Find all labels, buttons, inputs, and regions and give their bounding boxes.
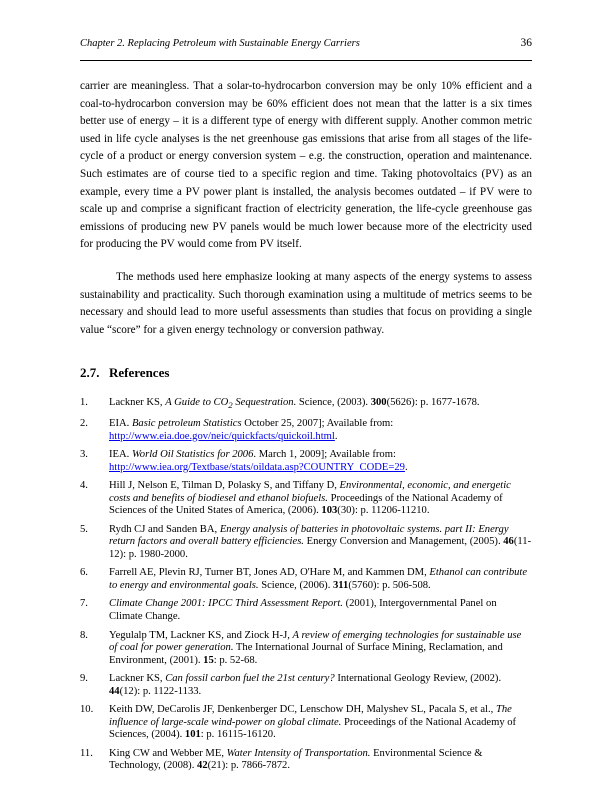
reference-title-part: Sequestration.	[232, 397, 297, 409]
reference-number: 11.	[80, 747, 93, 759]
reference-item	[80, 480, 532, 518]
reference-title: Energy analysis of batteries in photovoltaic systems. part II: Energy return factors and overall battery efficiencies.	[109, 523, 509, 548]
reference-link[interactable]: http://www.eia.doe.gov/neic/quickfacts/quickoil.html	[109, 430, 335, 442]
reference-title-part: A Guide to CO	[165, 397, 229, 409]
reference-title: Environmental, economic, and energetic costs and benefits of biodiesel and ethanol biofuels.	[109, 480, 511, 504]
reference-pages: : p. 52-68.	[213, 654, 258, 666]
reference-title-subscript: 2	[228, 400, 233, 411]
reference-volume: 15	[203, 654, 214, 666]
section-title: References	[109, 365, 170, 381]
reference-number: 3.	[80, 449, 88, 461]
reference-source: Energy Conversion and Management, (2005).	[303, 536, 504, 548]
reference-source: Science, (2003).	[296, 397, 371, 409]
reference-item	[80, 567, 532, 592]
reference-title	[165, 397, 297, 411]
reference-title: The influence of large-scale wind-power on global climate.	[109, 704, 512, 728]
reference-authors: King CW and Webber ME,	[109, 747, 227, 759]
reference-pages: (11-12): p. 1980-2000.	[109, 536, 532, 560]
reference-item	[80, 418, 532, 443]
reference-item	[80, 449, 532, 474]
page-body	[80, 78, 532, 779]
reference-number: 6.	[80, 567, 88, 579]
reference-title: Water Intensity of Transportation.	[226, 747, 371, 759]
reference-number: 4.	[80, 480, 88, 492]
chapter-title: Chapter 2. Replacing Petroleum with Sustainable Energy Carriers	[80, 38, 360, 49]
reference-source: Proceedings of the National Academy of Sciences, (2004).	[109, 716, 517, 741]
reference-item	[80, 704, 532, 742]
page-header	[80, 34, 532, 61]
reference-number: 10.	[80, 704, 94, 716]
reference-source: Proceedings of the National Academy of Sciences of the United States of America, (2006).	[109, 492, 503, 517]
reference-source: Science, (2006).	[258, 579, 333, 591]
reference-number: 9.	[80, 673, 88, 685]
reference-link[interactable]: http://www.iea.org/Textbase/stats/oildata.asp?COUNTRY_CODE=29	[109, 461, 405, 473]
reference-authors: EIA.	[109, 418, 132, 430]
reference-title: A review of emerging technologies for sustainable use of coal for power generation.	[109, 629, 522, 654]
reference-pages: .	[334, 430, 338, 442]
reference-number: 5.	[80, 523, 88, 535]
reference-authors: Lackner KS,	[109, 673, 166, 685]
reference-item	[80, 397, 532, 412]
reference-authors: Keith DW, DeCarolis JF, Denkenberger DC, Lenschow DH, Malyshev SL, Pacala S, et al.,	[109, 704, 496, 716]
page-number: 36	[520, 37, 532, 49]
reference-pages: (21): p. 7866-7872.	[207, 760, 290, 772]
reference-number: 2.	[80, 418, 88, 430]
reference-authors: IEA.	[109, 449, 132, 461]
reference-item	[80, 524, 532, 562]
reference-number: 7.	[80, 598, 88, 610]
reference-volume: 101	[184, 729, 201, 741]
reference-source: International Geology Review, (2002).	[334, 673, 502, 685]
reference-source: . March 1, 2009]; Available from:	[253, 449, 396, 461]
section-heading	[80, 363, 532, 383]
reference-authors: Lackner KS,	[109, 397, 166, 409]
reference-source: (2001), Intergovernmental Panel on Climate Change.	[109, 598, 497, 622]
reference-pages: : p. 16115-16120.	[200, 729, 276, 741]
reference-item	[80, 630, 532, 668]
reference-title: Basic petroleum Statistics	[131, 418, 242, 430]
reference-source: October 25, 2007]; Available from:	[241, 418, 394, 430]
reference-source: The International Journal of Surface Mining, Reclamation, and Environment, (2001).	[109, 642, 503, 666]
reference-title: Ethanol can contribute to energy and environmental goals.	[109, 567, 528, 591]
reference-volume: 103	[321, 505, 338, 517]
reference-number: 1.	[80, 397, 88, 409]
reference-item	[80, 673, 532, 698]
reference-volume: 42	[197, 760, 208, 772]
reference-pages: (30): p. 11206-11210.	[337, 505, 430, 517]
reference-authors: Farrell AE, Plevin RJ, Turner BT, Jones AD, O'Hare M, and Kammen DM,	[109, 567, 430, 579]
reference-item	[80, 598, 532, 623]
reference-authors: Yegulalp TM, Lackner KS, and Ziock H-J,	[109, 629, 293, 641]
reference-title: Climate Change 2001: IPCC Third Assessment Report.	[109, 598, 343, 610]
reference-authors: Rydh CJ and Sanden BA,	[109, 523, 220, 535]
reference-volume: 311	[333, 579, 349, 591]
reference-number: 8.	[80, 629, 88, 641]
reference-title: World Oil Statistics for 2006	[131, 449, 254, 461]
reference-pages: (5626): p. 1677-1678.	[386, 397, 480, 409]
section-number: 2.7.	[80, 365, 100, 381]
reference-volume: 44	[109, 685, 120, 697]
reference-pages: (12): p. 1122-1133.	[119, 685, 202, 697]
reference-item	[80, 748, 532, 773]
reference-title: Can fossil carbon fuel the 21st century?	[165, 673, 335, 685]
reference-authors: Hill J, Nelson E, Tilman D, Polasky S, and Tiffany D,	[109, 480, 340, 492]
reference-volume: 46	[503, 536, 514, 548]
reference-pages: .	[404, 461, 408, 473]
paragraph-continued: carrier are meaningless. That a solar-to-hydrocarbon conversion may be only 10% efficient and a coal-to-hydrocarbon conversion may be 60% efficient does not mean that the latter is a six times better use of energy – it is a different type of energy with different supply. Another common metric used in life cycle analyses is the net greenhouse gas emissions that arise from all stages of the life-cycle of a product or energy conversion system – e.g. the construction, operation and maintenance. Such estimates are of course tied to a specific region and time. Taking photovoltaics (PV) as an example, every time a PV power plant is installed, the analysis becomes outdated – if PV were to scale up and comprise a significant fraction of electricity generation, the life-cycle greenhouse gas emissions of producing new PV panels would be much lower because more of the electricity used for producing the PV would come from PV itself.	[80, 80, 532, 251]
reference-pages: (5760): p. 506-508.	[348, 579, 431, 591]
paragraph-methods: The methods used here emphasize looking at many aspects of the energy systems to assess sustainability and practicality. Such thorough examination using a multitude of metrics seems to be necessary and should lead to more useful assessments than studies that focus on providing a single value “score” for a given energy technology or conversion pathway.	[80, 270, 532, 336]
reference-list	[80, 397, 532, 773]
reference-volume: 300	[370, 397, 387, 409]
reference-source: Environmental Science & Technology, (2008).	[109, 747, 483, 772]
